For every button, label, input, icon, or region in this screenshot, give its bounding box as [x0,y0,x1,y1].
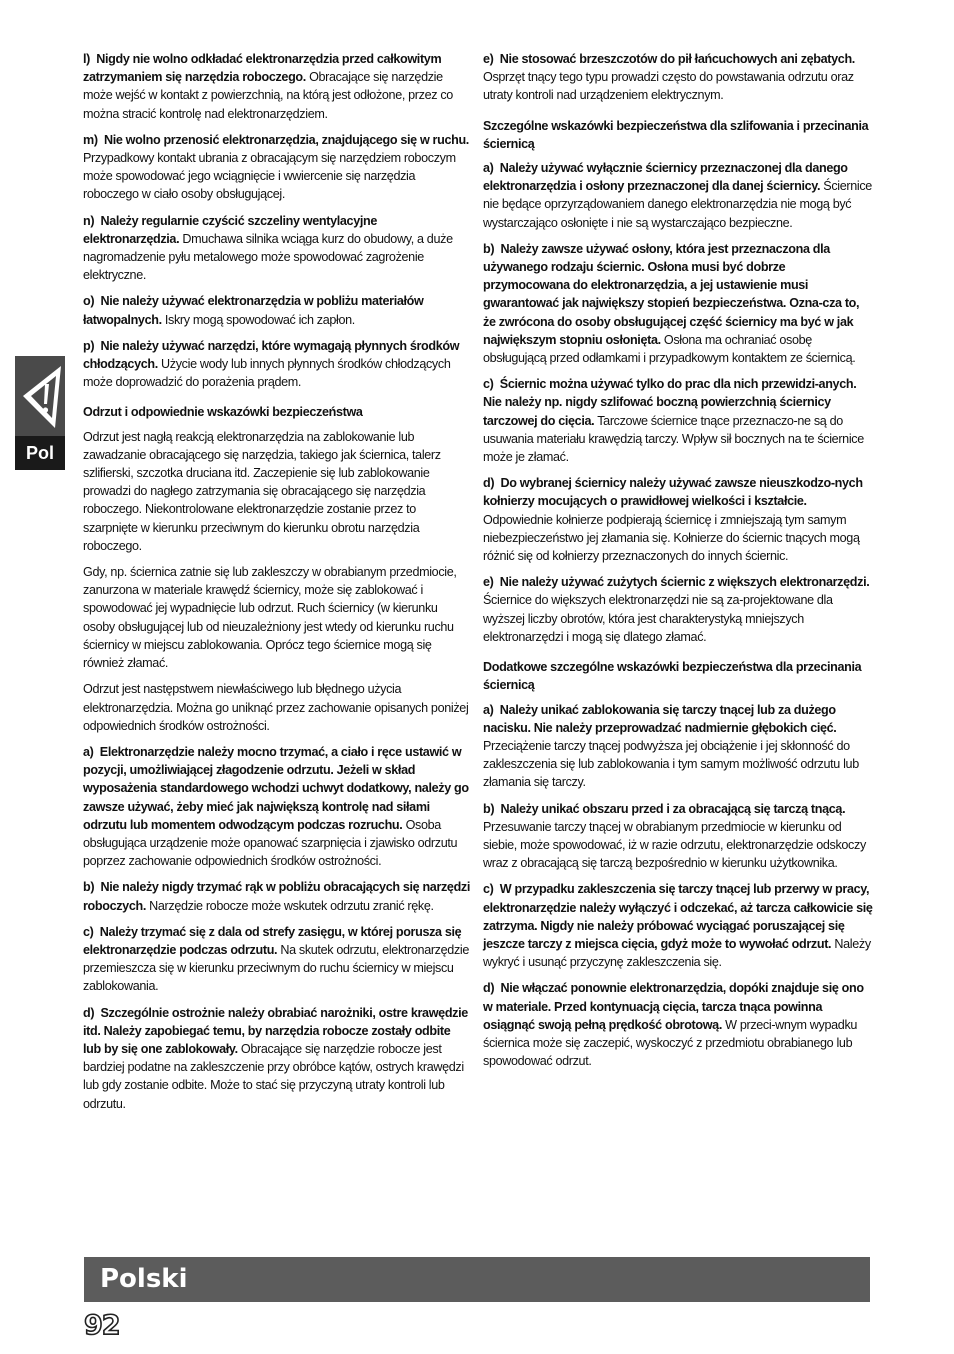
paragraph [83,563,471,672]
paragraph [483,375,873,466]
instruction-text: Przesuwanie tarczy tnącej w obrabianym przedmiocie w kierunku od siebie, może spowodować, iż w razie odrzutu, elektronarzędzie odskoczy wraz z obracającą się tarczą bezpośrednio w kierunku użytkownika. [483,819,866,871]
instruction-bold: b) Należy unikać obszaru przed i za obracającą się tarczą tnącą. [483,801,846,816]
instruction-bold: b) Należy zawsze używać osłony, która jest przeznaczona dla używanego rodzaju ściernic. Osłona musi być dobrze przymocowana do elektronarzędzia, a jej ustawienie musi gwarantować jak największy stopień bezpieczeństwa. Ozna-cza to, że zwrócona do osoby obsługującej część ściernicy ma być w jak największym stopniu osłonięta. [483,241,860,347]
instruction-text: Przeciążenie tarczy tnącej podwyższa jej obciążenie i jej skłonność do zakleszczenia się lub zablokowania i tym samym możliwość odrzutu lub złamania się tarczy. [483,738,859,790]
paragraph [483,979,873,1070]
footer-title: Polski [84,1257,870,1302]
instruction-bold: d) Szczególnie ostrożnie należy obrabiać narożniki, ostre krawędzie itd. Należy zapobiegać temu, by narzędzia robocze zostały odbite lub by się one zablokowały. [83,1005,468,1056]
paragraph [83,292,471,328]
warning-box [15,356,65,436]
instruction-text: Osoba obsługująca urządzenie może opanować szarpnięcia i zjawisko odrzutu poprzez zachowanie odpowiednich środków ostrożności. [83,817,458,869]
paragraph [83,212,471,285]
instruction-text: Gdy, np. ściernica zatnie się lub zakleszczy w obrabianym przedmiocie, zanurzona w materiale krawędź ściernicy, może się zablokować i spowodować jej wypadnięcie lub odrzut. Ruch ściernicy (w kierunku osoby obsługującej lub od nieuzależniony jest wtedy od kierunku ruchu ściernicy w miejscu zablokowania. Oprócz tego ściernice mogą się również złamać. [83,565,457,671]
instruction-bold: l) Nigdy nie wolno odkładać elektronarzędzia przed całkowitym zatrzymaniem się narzędzia roboczego. [83,52,442,85]
instruction-bold: o) Nie należy używać elektronarzędzia w pobliżu materiałów łatwopalnych. [83,294,424,327]
instruction-bold: e) Nie należy używać zużytych ściernic z większych elektronarzędzi. [483,575,870,590]
instruction-text: Odrzut jest nagłą reakcją elektronarzędzia na zablokowanie lub zawadzanie obracającego się narzędzia, takiego jak ściernica, talerz szlifierski, szczotka druciana itd. Zaczepienie się lub zablokowanie prowadzi do nagłego zatrzymania się obracającego się narzędzia roboczego. Niekontrolowane elektronarzędzie zostanie przez to szarpnięte w kierunku przeciwnym do kierunku obrotu narzędzia roboczego. [83,429,441,553]
paragraph [83,337,471,392]
language-code-label: Pol [15,436,65,470]
instruction-text: Tarczowe ściernice tnące przeznaczo-ne są do usuwania materiału krawędzią tarczy. Wpływ sił bocznych na te ściernice może je złamać. [483,413,864,465]
instruction-text: W przeci-wnym wypadku ściernica może się zaczepić, wyskoczyć z przedmiotu obrabianego lub spowodować odrzut. [483,1017,858,1069]
instruction-text: Obracające się narzędzie może wejść w kontakt z powierzchnią, na którą jest odłożone, przez co można stracić kontrolę nad elektronarzędziem. [83,70,453,121]
instruction-text: Osprzęt tnący tego typu prowadzi często do powstawania odrzutu oraz utraty kontroli nad urządzeniem elektrycznym. [483,70,854,103]
instruction-text: Na skutek odrzutu, elektronarzędzie przemieszcza się w kierunku przeciwnym do ruchu ściernicy w miejscu zablokowania. [83,942,469,994]
paragraph [83,743,471,870]
paragraph [483,800,873,873]
sidebar-tab [15,356,65,470]
section-heading: Dodatkowe szczególne wskazówki bezpieczeństwa dla przecinania ściernicą [483,660,862,693]
paragraph [483,880,873,971]
paragraph [83,923,471,996]
page-number: 92 [84,1310,120,1341]
paragraph [83,131,471,204]
instruction-bold: c) Należy trzymać się z dala od strefy zasięgu, w której porusza się elektronarzędzie podczas odrzutu. [83,924,462,957]
instruction-bold: d) Nie włączać ponownie elektronarzędzia, dopóki znajduje się ono w materiale. Przed kontynuacją cięcia, tarcza tnąca powinna osiągnąć swoją pełną prędkość obrotową. [483,981,864,1032]
instruction-text: Odpowiednie kołnierze podpierają ściernicę i zmniejszają tym samym niebezpieczeństwo jej złamania się. Kołnierze do ściernic tnących mogą różnić się od kołnierzy przeznaczonych do innych ściernic. [483,512,860,564]
paragraph [83,680,471,735]
paragraph [483,474,873,565]
instruction-bold: d) Do wybranej ściernicy należy używać zawsze nieuszkodzo-nych kołnierzy mocujących o prawidłowej wielkości i kształcie. [483,476,863,509]
instruction-bold: a) Elektronarzędzie należy mocno trzymać, a ciało i ręce ustawić w pozycji, umożliwiającej złagodzenie odrzutu. Jeżeli w skład wyposażenia standardowego wchodzi uchwyt dodatkowy, należy go zawsze używać, żeby mieć jak największą kontrolę nad siłami odrzutu lub momentem odwodzącym podczas rozruchu. [83,744,469,832]
instruction-bold: a) Należy unikać zablokowania się tarczy tnącej lub za dużego nacisku. Nie należy przeprowadzać nadmiernie głębokich cięć. [483,702,837,735]
instruction-bold: m) Nie wolno przenosić elektronarzędzia, znajdującego się w ruchu. [83,132,469,147]
instruction-text: Narzędzie robocze może wskutek odrzutu zranić rękę. [145,898,434,913]
instruction-text: Obracające się narzędzie robocze jest bardziej podatne na zakleszczenie przy obróbce kątów, ostrych krawędzi lub gdy zostanie odbite. Może to stać się przyczyną utraty kontroli lub odrzutu. [83,1041,464,1111]
paragraph [83,428,471,555]
paragraph [483,50,873,105]
instruction-text: Ściernice nie będące oprzyrządowaniem danego elektronarzędzia nie mogą być wystarczająco osłonięte i nie są wystarczająco bezpieczne. [483,179,872,230]
instruction-bold: n) Należy regularnie czyścić szczeliny wentylacyjne elektronarzędzia. [83,213,377,246]
instruction-text: Dmuchawa silnika wciąga kurz do obudowy, a duże nagromadzenie pyłu metalowego może spowodować zagrożenie elektryczne. [83,231,453,283]
instruction-text: Odrzut jest następstwem niewłaściwego lub błędnego użycia elektronarzędzia. Można go uniknąć przez zachowanie opisanych poniżej odpowiednich środków ostrożności. [83,682,469,733]
instruction-bold: a) Należy używać wyłącznie ściernicy przeznaczonej dla danego elektronarzędzia i osłony przeznaczonej dla danej ściernicy. [483,161,848,194]
instruction-bold: b) Nie należy nigdy trzymać rąk w pobliżu obracających się narzędzi roboczych. [83,880,471,913]
instruction-text: Należy wykryć i usunąć przyczynę zakleszczenia się. [483,936,871,970]
instruction-text: Osłona ma ochraniać osobę obsługującą przed odłamkami i przypadkowym kontaktem ze ściernicą. [483,332,856,366]
instruction-bold: e) Nie stosować brzeszczotów do pił łańcuchowych ani zębatych. [483,52,855,66]
paragraph [83,1004,471,1113]
instruction-bold: c) W przypadku zakleszczenia się tarczy tnącej lub przerwy w pracy, elektronarzędzie należy wyłączyć i odczekać, aż tarcza całkowicie się zatrzyma. Nigdy nie należy próbować wyciągać poruszającej się jeszcze tarczy z miejsca cięcia, gdyż może to wywołać odrzut. [483,882,873,951]
paragraph [483,701,873,792]
left-column [83,50,471,1121]
warning-icon [15,356,65,436]
instruction-text: Użycie wody lub innych płynnych środków chłodzących może doprowadzić do porażenia prądem. [83,357,451,390]
instruction-text: Przypadkowy kontakt ubrania z obracającym się narzędziem roboczym może spowodować jego wciągnięcie i wwiercenie się narzędzia roboczego w ciało osoby obsługującej. [83,151,456,202]
paragraph [83,50,471,123]
section-heading: Szczególne wskazówki bezpieczeństwa dla szlifowania i przecinania ściernicą [483,118,869,151]
instruction-bold: c) Ściernic można używać tylko do prac dla nich przewidzi-anych. Nie należy np. nigdy szlifować boczną powierzchnią ściernicy tarczowej do cięcia. [483,377,857,428]
instruction-text: Iskry mogą spowodować ich zapłon. [161,312,355,327]
right-column [483,50,873,1078]
paragraph [483,240,873,367]
paragraph [483,159,873,232]
paragraph [483,573,873,646]
paragraph [83,878,471,914]
instruction-bold: p) Nie należy używać narzędzi, które wymagają płynnych środków chłodzących. [83,338,460,372]
section-heading: Odrzut i odpowiednie wskazówki bezpieczeństwa [83,405,363,420]
instruction-text: Ściernice do większych elektronarzędzi nie są za-projektowane dla wyższej liczby obrotów, która jest charakterystyką mniejszych elektronarzędzi i mogą się dlatego złamać. [483,593,833,644]
